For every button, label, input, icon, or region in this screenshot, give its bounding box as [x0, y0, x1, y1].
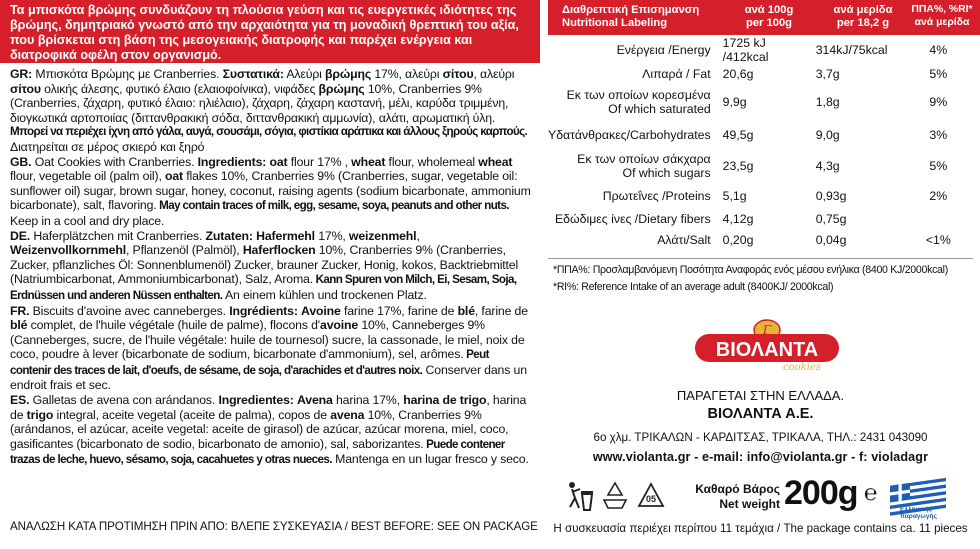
allergens-de: Kann Spuren von Milch, Ei, Sesam, Soja, Erdnüssen und anderen Nüssen enthalten. [10, 273, 517, 302]
table-row: Λιπαρά / Fat 20,6g 3,7g 5% [642, 66, 948, 81]
nutrition-header-title: Διαθρεπτική Επισημανση Nutritional Labeling [562, 4, 700, 29]
recycle-05-icon [636, 480, 666, 512]
nutrition-panel [548, 0, 980, 549]
flag-caption: Ελληνικής παραγωγής [900, 506, 937, 520]
table-row: Πρωτεΐνες /Proteins 5,1g 0,93g 2% [602, 189, 948, 203]
storage-gr: Διατηρείται σε μέρος σκιερό και ξηρό [10, 139, 205, 154]
ingredients-fr: FR. Biscuits d'avoine avec canneberges. Ingrédients: Avoine farine 17%, farine de blé, farine de blé complet, de l'huile végétale (huile de palme), flocons d'avoine 10%, Canneberges 9% (Canneberges, sucre, de l'huile végétale: huile de tournesol) sucre, la cassonade, le miel, noix de coco, poudre à lever (bicarbonate de sodium, bicarbonate d'ammonium), sel, arômes. Peut contenir des traces de lait, d'oeufs, de sésame, de soja, d'arachides et d'autres noix. Conserver dans un endroit frais et sec. [10, 303, 528, 393]
storage-es: Mantenga en un lugar fresco y seco. [331, 452, 529, 467]
recycle-icon [600, 480, 630, 512]
footnote-ri: *RI%: Reference Intake of an average adult (8400KJ/ 2000kcal) [553, 281, 834, 293]
address-text: 6ο χλμ. ΤΡΙΚΑΛΩΝ - ΚΑΡΔΙΤΣΑΣ, ΤΡΙΚΑΛΑ, ΤΗΛ.: 2431 043090 [593, 431, 928, 444]
col-per100-header: ανά 100g per 100g [744, 4, 794, 29]
tidyman-icon [566, 480, 594, 512]
divider [548, 258, 973, 259]
storage-fr: Conserver dans un endroit frais et sec. [10, 362, 527, 393]
net-weight-label: Καθαρό Βάρος Net weight [695, 482, 780, 511]
greek-flag-icon [888, 476, 950, 520]
storage-de: An einem kühlen und trockenen Platz. [222, 287, 427, 302]
contact-text: www.violanta.gr - e-mail: info@violanta.gr - f: violadagr [592, 450, 929, 464]
brand-logo-graphic [692, 318, 842, 378]
company-name: ΒΙΟΛΑΝΤΑ Α.Ε. [707, 406, 814, 422]
svg-text:05: 05 [645, 494, 657, 504]
table-row: Αλάτι/Salt 0,20g 0,04g <1% [657, 232, 951, 247]
allergens-fr: Peut contenir des traces de lait, d'oeufs, de sésame, de soja, d'arachides et d'autres noix. [10, 348, 489, 377]
best-before-note: ΑΝΑΛΩΣΗ ΚΑΤΑ ΠΡΟΤΙΜΗΣΗ ΠΡΙΝ ΑΠΟ: ΒΛΕΠΕ ΣΥΣΚΕΥΑΣΙΑ / BEST BEFORE: SEE ON PACKAGE [10, 520, 538, 533]
made-in-text: ΠΑΡΑΓΕΤΑΙ ΣΤΗΝ ΕΛΛΑΔΑ. [676, 388, 845, 403]
brand-name: ΒΙΟΛΑΝΤΑ [715, 339, 819, 361]
brand-initial: Γ [762, 323, 772, 337]
ingredients-de: DE. Haferplätzchen mit Cranberries. Zutaten: Hafermehl 17%, weizenmehl, Weizenvollkornmehl, Pflanzenöl (Palmöl), Haferflocken 10%, Cranberries 9% (Cranberries, Zucker, pflanzliches Öl: Sonnenblumenöl) Zucker, brauner Zucker, Honig, kokos, Backtriebmittel (Natriumbicarbonat, Ammoniumbicarbonat), Salz, Aroma. Kann Spuren von Milch, Ei, Sesam, Soja, Erdnüssen und anderen Nüssen enthalten. An einem kühlen und trockenen Platz. [10, 228, 519, 302]
table-row: Ενέργεια /Energy 1725 kJ /412kcal 314kJ/75kcal 4% [616, 36, 948, 64]
brand-logo [692, 318, 842, 378]
ingredients-gr: GR: Μπισκότα Βρώμης με Cranberries. Συστατικά: Αλεύρι βρώμης 17%, αλεύρι σίτου, αλεύρι σίτου ολικής άλεσης, φυτικό έλαιο (ελαιοφοίνικα), νιφάδες βρώμης 10%, Cranberries 9% (Cranberries, ζάχαρη, φυτικό έλαιο: ηλιέλαιο), ζάχαρη, ζάχαρη καστανή, μέλι, καρύδα τριμμένη, διογκωτικά αρτοποιίας (διττανθρακική σόδα, διττανθρακική αμμωνία), αλάτι, αρωματική ύλη. [10, 67, 515, 125]
footnote-ppa: *ΠΠΑ%: Προσλαμβανόμενη Ποσότητα Αναφοράς ενός μέσου ενήλικα (8400 KJ/2000kcal) [553, 264, 948, 276]
allergens-es: Puede contener trazas de leche, huevo, sésamo, soja, cacahuetes y otras nueces. [10, 437, 505, 467]
package-contents-note: Η συσκευασία περιέχει περίπου 11 τεμάχια / The package contains ca. 11 pieces [553, 522, 968, 535]
table-row: Εκ των οποίων σάκχαρα Of which sugars 23,5g 4,3g 5% [577, 152, 948, 180]
allergens-gb: May contain traces of milk, egg, sesame, soya, peanuts and other nuts. [156, 199, 509, 213]
table-row: Υδατάνθρακες/Carbohydrates 49,5g 9,0g 3% [548, 127, 948, 142]
estimated-sign-icon: ℮ [864, 480, 878, 505]
ingredients-es: ES. Galletas de avena con arándanos. Ingredientes: Avena harina 17%, harina de trigo, harina de trigo integral, aceite vegetal (aceite de palma), copos de avena 10%, Cranberries 9% (arándanos, el azúcar, aceite vegetal: aceite de girasol) de azúcar, azúcar morena, miel, coco, gasificantes (bicarbonato de sodio, bicarbonato de amonio), sal, saborizantes. Puede contener trazas de leche, huevo, sésamo, soja, cacahuetes y otras nueces. Mantenga en un lugar fresco y seco. [10, 393, 529, 467]
net-weight-value: 200g [784, 474, 858, 512]
col-ri-header: ΠΠΑ%, %RI* ανά μερίδα [911, 4, 973, 28]
table-row: Εκ των οποίων κορεσμένα Of which saturated 9,9g 1,8g 9% [566, 88, 948, 116]
ingredients-text [0, 63, 540, 468]
storage-gb: Keep in a cool and dry place. [10, 213, 165, 228]
intro-banner: Τα μπισκότα βρώμης συνδυάζουν τη πλούσια γεύση και τις ευεργετικές ιδιότητες της βρώμης, δημητριακό γνωστό από την αρχαιότητα για τη μοναδική θρεπτική του αξία, που βρίσκεται στη βάση της μεσογειακής διατροφής και παρέχει ενέργεια και διατροφικά οφέλη στον οργανισμό. [0, 0, 540, 63]
col-perserving-header: ανά μερίδα per 18,2 g [833, 4, 893, 29]
ingredients-gb: GB. Oat Cookies with Cranberries. Ingredients: oat flour 17% , wheat flour, wholemeal wheat flour, vegetable oil (palm oil), oat flakes 10%, Cranberries 9% (Cranberries, sugar, vegetable oil: sunflower oil) sugar, brown sugar, honey, coconut, raising agents (sodium bicarbonate, ammonium bicarbonate), salt, flavoring. May contain traces of milk, egg, sesame, soya, peanuts and other nuts. Keep in a cool and dry place. [10, 154, 531, 228]
nutrition-table [548, 36, 973, 249]
brand-sub: cookies [783, 362, 821, 373]
table-row: Εδώδιμες ίνες /Dietary fibers 4,12g 0,75g [554, 212, 847, 226]
nutrition-table-header [548, 0, 980, 35]
allergens-gr: Μπορεί να περιέχει ίχνη από γάλα, αυγά, σουσάμι, σόγια, φιστίκια αράπικα και άλλους ξηρούς καρπούς. [10, 125, 528, 139]
